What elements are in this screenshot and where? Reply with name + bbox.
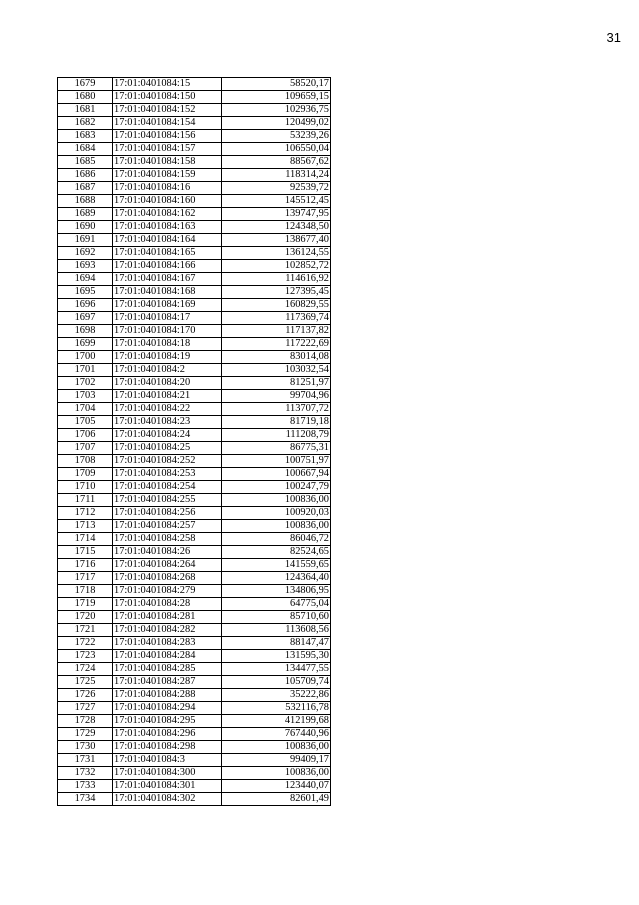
table-row — [58, 598, 331, 611]
cadastral-number-cell: 17:01:0401084:3 — [113, 754, 222, 767]
row-number-cell: 1725 — [58, 676, 113, 689]
row-number-cell: 1712 — [58, 507, 113, 520]
row-number-cell: 1709 — [58, 468, 113, 481]
cadastral-number-cell: 17:01:0401084:157 — [113, 143, 222, 156]
cadastral-number-cell: 17:01:0401084:300 — [113, 767, 222, 780]
cadastral-number-cell: 17:01:0401084:301 — [113, 780, 222, 793]
row-number-cell: 1697 — [58, 312, 113, 325]
cadastral-value-cell: 113608,56 — [222, 624, 331, 637]
cadastral-value-cell: 145512,45 — [222, 195, 331, 208]
cadastral-value-cell: 82524,65 — [222, 546, 331, 559]
cadastral-value-cell: 100667,94 — [222, 468, 331, 481]
cadastral-value-cell: 92539,72 — [222, 182, 331, 195]
cadastral-number-cell: 17:01:0401084:168 — [113, 286, 222, 299]
row-number-cell: 1698 — [58, 325, 113, 338]
cadastral-number-cell: 17:01:0401084:287 — [113, 676, 222, 689]
table-row — [58, 585, 331, 598]
row-number-cell: 1699 — [58, 338, 113, 351]
table-row — [58, 728, 331, 741]
cadastral-number-cell: 17:01:0401084:169 — [113, 299, 222, 312]
cadastral-number-cell: 17:01:0401084:283 — [113, 637, 222, 650]
row-number-cell: 1684 — [58, 143, 113, 156]
cadastral-number-cell: 17:01:0401084:158 — [113, 156, 222, 169]
page-number: 31 — [606, 30, 621, 45]
row-number-cell: 1710 — [58, 481, 113, 494]
table-row — [58, 741, 331, 754]
cadastral-value-table — [57, 77, 331, 806]
row-number-cell: 1687 — [58, 182, 113, 195]
cadastral-number-cell: 17:01:0401084:162 — [113, 208, 222, 221]
table-row — [58, 767, 331, 780]
cadastral-number-cell: 17:01:0401084:163 — [113, 221, 222, 234]
table-row — [58, 195, 331, 208]
cadastral-value-cell: 100836,00 — [222, 741, 331, 754]
cadastral-number-cell: 17:01:0401084:279 — [113, 585, 222, 598]
cadastral-value-cell: 102936,75 — [222, 104, 331, 117]
cadastral-value-cell: 100836,00 — [222, 494, 331, 507]
cadastral-number-cell: 17:01:0401084:20 — [113, 377, 222, 390]
row-number-cell: 1694 — [58, 273, 113, 286]
cadastral-value-cell: 88567,62 — [222, 156, 331, 169]
cadastral-value-cell: 127395,45 — [222, 286, 331, 299]
cadastral-value-cell: 102852,72 — [222, 260, 331, 273]
table-row — [58, 520, 331, 533]
table-row — [58, 533, 331, 546]
cadastral-value-cell: 124348,50 — [222, 221, 331, 234]
cadastral-value-cell: 134806,95 — [222, 585, 331, 598]
row-number-cell: 1726 — [58, 689, 113, 702]
cadastral-number-cell: 17:01:0401084:252 — [113, 455, 222, 468]
cadastral-value-cell: 100836,00 — [222, 767, 331, 780]
table-row — [58, 754, 331, 767]
table-row — [58, 455, 331, 468]
row-number-cell: 1705 — [58, 416, 113, 429]
table-row — [58, 390, 331, 403]
table-row — [58, 650, 331, 663]
table-row — [58, 143, 331, 156]
cadastral-value-cell: 81719,18 — [222, 416, 331, 429]
cadastral-value-cell: 117137,82 — [222, 325, 331, 338]
cadastral-value-cell: 412199,68 — [222, 715, 331, 728]
cadastral-number-cell: 17:01:0401084:170 — [113, 325, 222, 338]
table-row — [58, 676, 331, 689]
row-number-cell: 1734 — [58, 793, 113, 806]
row-number-cell: 1724 — [58, 663, 113, 676]
cadastral-value-cell: 105709,74 — [222, 676, 331, 689]
table-row — [58, 91, 331, 104]
cadastral-value-cell: 82601,49 — [222, 793, 331, 806]
table-row — [58, 221, 331, 234]
table-row — [58, 494, 331, 507]
cadastral-value-cell: 81251,97 — [222, 377, 331, 390]
table-row — [58, 546, 331, 559]
table-row — [58, 208, 331, 221]
row-number-cell: 1692 — [58, 247, 113, 260]
row-number-cell: 1716 — [58, 559, 113, 572]
table-row — [58, 481, 331, 494]
row-number-cell: 1691 — [58, 234, 113, 247]
row-number-cell: 1727 — [58, 702, 113, 715]
cadastral-number-cell: 17:01:0401084:166 — [113, 260, 222, 273]
table-row — [58, 234, 331, 247]
cadastral-value-cell: 64775,04 — [222, 598, 331, 611]
table-row — [58, 273, 331, 286]
cadastral-value-cell: 86775,31 — [222, 442, 331, 455]
row-number-cell: 1730 — [58, 741, 113, 754]
row-number-cell: 1682 — [58, 117, 113, 130]
cadastral-number-cell: 17:01:0401084:26 — [113, 546, 222, 559]
table-row — [58, 260, 331, 273]
cadastral-number-cell: 17:01:0401084:2 — [113, 364, 222, 377]
cadastral-number-cell: 17:01:0401084:23 — [113, 416, 222, 429]
row-number-cell: 1689 — [58, 208, 113, 221]
row-number-cell: 1723 — [58, 650, 113, 663]
row-number-cell: 1706 — [58, 429, 113, 442]
cadastral-value-cell: 139747,95 — [222, 208, 331, 221]
cadastral-number-cell: 17:01:0401084:25 — [113, 442, 222, 455]
table-row — [58, 715, 331, 728]
cadastral-value-cell: 88147,47 — [222, 637, 331, 650]
cadastral-value-cell: 99704,96 — [222, 390, 331, 403]
table-row — [58, 429, 331, 442]
cadastral-value-cell: 131595,30 — [222, 650, 331, 663]
row-number-cell: 1728 — [58, 715, 113, 728]
table-row — [58, 780, 331, 793]
cadastral-value-cell: 111208,79 — [222, 429, 331, 442]
row-number-cell: 1690 — [58, 221, 113, 234]
cadastral-number-cell: 17:01:0401084:288 — [113, 689, 222, 702]
cadastral-number-cell: 17:01:0401084:164 — [113, 234, 222, 247]
cadastral-number-cell: 17:01:0401084:15 — [113, 78, 222, 91]
cadastral-value-cell: 532116,78 — [222, 702, 331, 715]
row-number-cell: 1686 — [58, 169, 113, 182]
cadastral-number-cell: 17:01:0401084:21 — [113, 390, 222, 403]
table-row — [58, 104, 331, 117]
row-number-cell: 1696 — [58, 299, 113, 312]
cadastral-value-cell: 100751,97 — [222, 455, 331, 468]
table-row — [58, 130, 331, 143]
table-row — [58, 689, 331, 702]
table-row — [58, 637, 331, 650]
cadastral-value-cell: 103032,54 — [222, 364, 331, 377]
row-number-cell: 1681 — [58, 104, 113, 117]
table-row — [58, 377, 331, 390]
cadastral-value-cell: 100836,00 — [222, 520, 331, 533]
cadastral-number-cell: 17:01:0401084:253 — [113, 468, 222, 481]
row-number-cell: 1688 — [58, 195, 113, 208]
cadastral-number-cell: 17:01:0401084:256 — [113, 507, 222, 520]
cadastral-number-cell: 17:01:0401084:268 — [113, 572, 222, 585]
row-number-cell: 1701 — [58, 364, 113, 377]
cadastral-value-cell: 124364,40 — [222, 572, 331, 585]
cadastral-number-cell: 17:01:0401084:302 — [113, 793, 222, 806]
table-body — [58, 78, 331, 806]
cadastral-value-cell: 109659,15 — [222, 91, 331, 104]
cadastral-value-cell: 136124,55 — [222, 247, 331, 260]
table-row — [58, 169, 331, 182]
cadastral-number-cell: 17:01:0401084:284 — [113, 650, 222, 663]
cadastral-number-cell: 17:01:0401084:156 — [113, 130, 222, 143]
row-number-cell: 1713 — [58, 520, 113, 533]
row-number-cell: 1715 — [58, 546, 113, 559]
row-number-cell: 1733 — [58, 780, 113, 793]
cadastral-number-cell: 17:01:0401084:257 — [113, 520, 222, 533]
cadastral-number-cell: 17:01:0401084:254 — [113, 481, 222, 494]
cadastral-value-cell: 83014,08 — [222, 351, 331, 364]
cadastral-value-cell: 138677,40 — [222, 234, 331, 247]
table-row — [58, 351, 331, 364]
cadastral-number-cell: 17:01:0401084:165 — [113, 247, 222, 260]
cadastral-value-cell: 117369,74 — [222, 312, 331, 325]
row-number-cell: 1729 — [58, 728, 113, 741]
cadastral-number-cell: 17:01:0401084:154 — [113, 117, 222, 130]
cadastral-number-cell: 17:01:0401084:150 — [113, 91, 222, 104]
cadastral-number-cell: 17:01:0401084:24 — [113, 429, 222, 442]
row-number-cell: 1731 — [58, 754, 113, 767]
cadastral-number-cell: 17:01:0401084:285 — [113, 663, 222, 676]
cadastral-value-cell: 114616,92 — [222, 273, 331, 286]
cadastral-value-cell: 120499,02 — [222, 117, 331, 130]
table-row — [58, 468, 331, 481]
row-number-cell: 1695 — [58, 286, 113, 299]
cadastral-value-cell: 118314,24 — [222, 169, 331, 182]
cadastral-number-cell: 17:01:0401084:295 — [113, 715, 222, 728]
cadastral-value-cell: 85710,60 — [222, 611, 331, 624]
cadastral-number-cell: 17:01:0401084:255 — [113, 494, 222, 507]
cadastral-number-cell: 17:01:0401084:19 — [113, 351, 222, 364]
row-number-cell: 1714 — [58, 533, 113, 546]
row-number-cell: 1679 — [58, 78, 113, 91]
cadastral-value-cell: 35222,86 — [222, 689, 331, 702]
row-number-cell: 1718 — [58, 585, 113, 598]
cadastral-value-cell: 86046,72 — [222, 533, 331, 546]
table-row — [58, 793, 331, 806]
cadastral-number-cell: 17:01:0401084:152 — [113, 104, 222, 117]
cadastral-number-cell: 17:01:0401084:294 — [113, 702, 222, 715]
cadastral-value-cell: 58520,17 — [222, 78, 331, 91]
row-number-cell: 1732 — [58, 767, 113, 780]
table-row — [58, 78, 331, 91]
cadastral-number-cell: 17:01:0401084:281 — [113, 611, 222, 624]
table-row — [58, 364, 331, 377]
row-number-cell: 1703 — [58, 390, 113, 403]
table-row — [58, 299, 331, 312]
table-row — [58, 624, 331, 637]
cadastral-value-cell: 160829,55 — [222, 299, 331, 312]
cadastral-number-cell: 17:01:0401084:258 — [113, 533, 222, 546]
cadastral-value-cell: 100247,79 — [222, 481, 331, 494]
cadastral-number-cell: 17:01:0401084:282 — [113, 624, 222, 637]
table-row — [58, 182, 331, 195]
row-number-cell: 1708 — [58, 455, 113, 468]
table-row — [58, 611, 331, 624]
cadastral-value-cell: 106550,04 — [222, 143, 331, 156]
row-number-cell: 1719 — [58, 598, 113, 611]
table-row — [58, 325, 331, 338]
cadastral-number-cell: 17:01:0401084:18 — [113, 338, 222, 351]
cadastral-number-cell: 17:01:0401084:167 — [113, 273, 222, 286]
cadastral-value-cell: 134477,55 — [222, 663, 331, 676]
table-row — [58, 247, 331, 260]
row-number-cell: 1704 — [58, 403, 113, 416]
table-row — [58, 286, 331, 299]
row-number-cell: 1717 — [58, 572, 113, 585]
cadastral-number-cell: 17:01:0401084:17 — [113, 312, 222, 325]
table-row — [58, 702, 331, 715]
cadastral-number-cell: 17:01:0401084:264 — [113, 559, 222, 572]
table-row — [58, 572, 331, 585]
row-number-cell: 1720 — [58, 611, 113, 624]
table-row — [58, 416, 331, 429]
cadastral-number-cell: 17:01:0401084:22 — [113, 403, 222, 416]
cadastral-number-cell: 17:01:0401084:28 — [113, 598, 222, 611]
cadastral-number-cell: 17:01:0401084:159 — [113, 169, 222, 182]
row-number-cell: 1680 — [58, 91, 113, 104]
table-row — [58, 559, 331, 572]
row-number-cell: 1721 — [58, 624, 113, 637]
row-number-cell: 1700 — [58, 351, 113, 364]
cadastral-value-cell: 99409,17 — [222, 754, 331, 767]
table-row — [58, 663, 331, 676]
row-number-cell: 1707 — [58, 442, 113, 455]
table-row — [58, 312, 331, 325]
cadastral-value-cell: 53239,26 — [222, 130, 331, 143]
cadastral-value-cell: 767440,96 — [222, 728, 331, 741]
cadastral-value-cell: 141559,65 — [222, 559, 331, 572]
cadastral-value-cell: 100920,03 — [222, 507, 331, 520]
table-row — [58, 338, 331, 351]
cadastral-value-cell: 113707,72 — [222, 403, 331, 416]
row-number-cell: 1711 — [58, 494, 113, 507]
table-row — [58, 442, 331, 455]
cadastral-number-cell: 17:01:0401084:16 — [113, 182, 222, 195]
cadastral-number-cell: 17:01:0401084:296 — [113, 728, 222, 741]
table-row — [58, 507, 331, 520]
cadastral-number-cell: 17:01:0401084:160 — [113, 195, 222, 208]
table-row — [58, 403, 331, 416]
row-number-cell: 1683 — [58, 130, 113, 143]
table-row — [58, 156, 331, 169]
row-number-cell: 1702 — [58, 377, 113, 390]
row-number-cell: 1685 — [58, 156, 113, 169]
table-row — [58, 117, 331, 130]
row-number-cell: 1693 — [58, 260, 113, 273]
cadastral-value-cell: 117222,69 — [222, 338, 331, 351]
row-number-cell: 1722 — [58, 637, 113, 650]
cadastral-value-cell: 123440,07 — [222, 780, 331, 793]
cadastral-number-cell: 17:01:0401084:298 — [113, 741, 222, 754]
